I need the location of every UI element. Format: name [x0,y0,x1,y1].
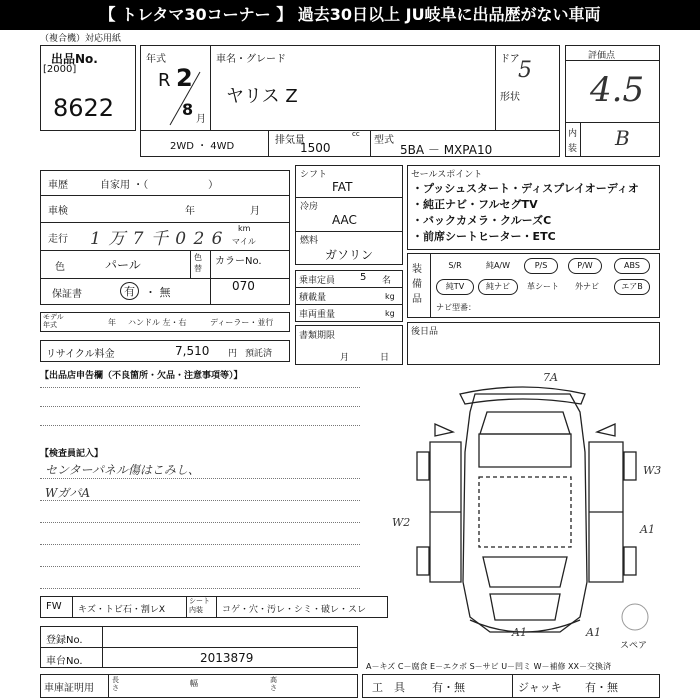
jack-value: 有・無 [585,681,618,694]
trunk [490,594,560,620]
inspection-year: 年 [185,206,195,217]
history-label: 車歴 [48,180,68,191]
after-items-box [407,322,660,365]
recycle-value: 7,510 [175,344,210,358]
wheel-fr [624,452,636,480]
subhead: （複合機）対応用紙 [40,34,122,44]
tools-label: 工 具 [372,681,405,694]
cert-label: 車庫証明用 [44,683,94,694]
model-year-label: モデル年式 [43,313,64,329]
year-label: 年式 [146,54,166,65]
mark-right-rear: A1 [640,523,655,536]
reg-date-day: 日 [380,353,390,363]
equip-airbag: エアB [614,279,650,295]
fw-text: キズ・トビ石・割レX [78,605,165,615]
car-damage-diagram [395,372,660,642]
tools-value: 有・無 [432,681,465,694]
damage-legend: A－キズ C－腐食 E－エクボ S－サビ U－凹ミ W－補修 XX－交換済 [366,662,612,671]
model-year-dealer: ディーラー・並行 [210,318,274,327]
shape-label: 形状 [500,92,520,103]
spare-label: スペア [620,641,648,651]
aircon-label: 冷房 [300,202,319,212]
score-value: 4.5 [590,70,645,110]
fw-seat-label: シート内装 [189,597,210,614]
load-unit: kg [385,292,395,301]
equip-sr: S/R [448,261,462,270]
navi-type-label: ナビ型番： [436,303,476,312]
warranty-no: ・ 無 [145,286,171,299]
cert-len: 長さ [112,676,119,692]
inspector-note-1: センターパネル傷はこみし、 [45,463,200,477]
color-value: パール [105,258,141,272]
shift-value: FAT [332,180,353,194]
interior-label-2: 装 [568,144,578,154]
sales-point-4: ・前席シートヒーター・ETC [412,230,556,243]
lot-stamp: [2000] [43,64,77,75]
lot-box [40,45,136,131]
lot-number: 8622 [53,94,115,122]
equip-pw: P/W [568,258,602,274]
lot-label: 出品No. [51,52,98,66]
mileage-unit-mile: マイル [232,237,256,246]
wheel-fl [417,452,429,480]
color-no: 070 [232,279,255,293]
after-items-label: 後日品 [411,327,439,337]
equip-ps: P/S [524,258,558,274]
displacement-unit: cc [352,130,360,138]
displacement-label: 排気量 [275,135,305,146]
mark-front: 7A [543,371,558,384]
weight-label: 車両重量 [299,310,336,320]
jack-label: ジャッキ [518,681,562,694]
roof [479,477,571,547]
warranty-yes-circle: 有 [120,282,139,300]
capacity-value: 5 [360,272,367,283]
wheel-rr [624,547,636,575]
warranty-label: 保証書 [52,289,82,300]
inspection-month: 月 [250,206,260,217]
equip-abs: ABS [614,258,650,274]
sales-point-3: ・バックカメラ・クルーズC [412,214,552,227]
register-no-label: 登録No. [46,635,83,646]
score-label: 評価点 [588,51,616,61]
aircon-value: AAC [332,213,357,227]
year-value: 2 [176,64,193,92]
load-label: 積載量 [299,293,327,303]
banner: 【 トレタマ30コーナー 】 過去30日以上 JU岐阜に出品歴がない車両 [0,0,700,30]
model-value: 5BA － MXPA10 [400,143,493,157]
year-month-unit: 月 [196,114,206,125]
equip-navi: 純ナビ [478,279,518,295]
recycle-unit: 円 [228,349,238,359]
capacity-label: 乗車定員 [299,276,336,286]
recycle-note: 預託済 [245,349,273,359]
sales-points-title: セールスポイント [411,170,483,180]
color-no-label: カラーNo. [215,256,262,267]
model-year-handle: ハンドル 左・右 [128,318,187,327]
color-change: 色替 [194,253,202,273]
fw-seat-text: コゲ・穴・汚レ・シミ・破レ・スレ [222,605,367,615]
car-name-value: ヤリス Z [226,86,298,107]
warranty-yes [120,282,139,300]
interior-label-1: 内 [568,129,578,139]
mark-left-side: W2 [392,516,411,529]
cert-width: 幅 [190,679,198,688]
spare-tire-icon [622,604,648,630]
chassis-value: 2013879 [200,651,254,665]
capacity-unit: 名 [382,276,392,286]
equip-leather: 革シート [527,282,559,291]
front-bumper [460,387,585,404]
mileage-unit-km: km [238,224,251,233]
equip-ext-navi: 外ナビ [575,282,599,291]
sales-point-2: ・純正ナビ・フルセグTV [412,198,538,211]
doors-value: 5 [518,58,532,83]
weight-unit: kg [385,309,395,318]
chassis-label: 車台No. [46,656,83,667]
sales-point-1: ・プッシュスタート・ディスプレイオーディオ [412,182,639,195]
hood [479,434,571,467]
interior-value: B [615,126,630,150]
rear-window [483,557,567,587]
reg-date-label: 書類期限 [299,331,336,341]
fuel-value: ガソリン [325,248,374,262]
mileage-value: 1 万 7 千 0 2 6 [90,229,224,249]
drive-type: 2WD ・ 4WD [170,141,235,152]
mileage-label: 走行 [48,234,68,245]
inspector-label: 【検査員記入】 [40,449,104,459]
inspector-note-2: WガパA [45,486,91,500]
wheel-rl [417,547,429,575]
displacement-value: 1500 [300,141,331,155]
model-label: 型式 [374,135,394,146]
doors-label: ドア [500,54,520,65]
history-value: 自家用 ・（ ） [100,180,219,191]
year-month: 8 [182,100,194,119]
mark-bottom-right: A1 [586,626,601,639]
shift-label: シフト [300,170,328,180]
recycle-label: リサイクル料金 [46,349,115,360]
mark-bottom-left: A1 [512,626,527,639]
year-era: R [158,70,171,91]
windshield [480,412,570,434]
car-name-label: 車名・グレード [216,54,286,65]
fw-label: FW [46,601,62,612]
reg-date-month: 月 [340,353,350,363]
equipment-label: 装備品 [412,264,422,305]
fuel-label: 燃料 [300,236,319,246]
seller-notes-label: 【出品店申告欄（不良箇所・欠品・注意事項等）】 [40,371,243,381]
equip-tv: 純TV [436,279,474,295]
mark-right-side: W3 [643,464,662,477]
color-label: 色 [55,262,65,273]
cert-height: 高さ [270,676,277,692]
equip-aw: 純A/W [485,261,511,270]
model-year-year: 年 [108,318,116,327]
inspection-label: 車検 [48,206,68,217]
